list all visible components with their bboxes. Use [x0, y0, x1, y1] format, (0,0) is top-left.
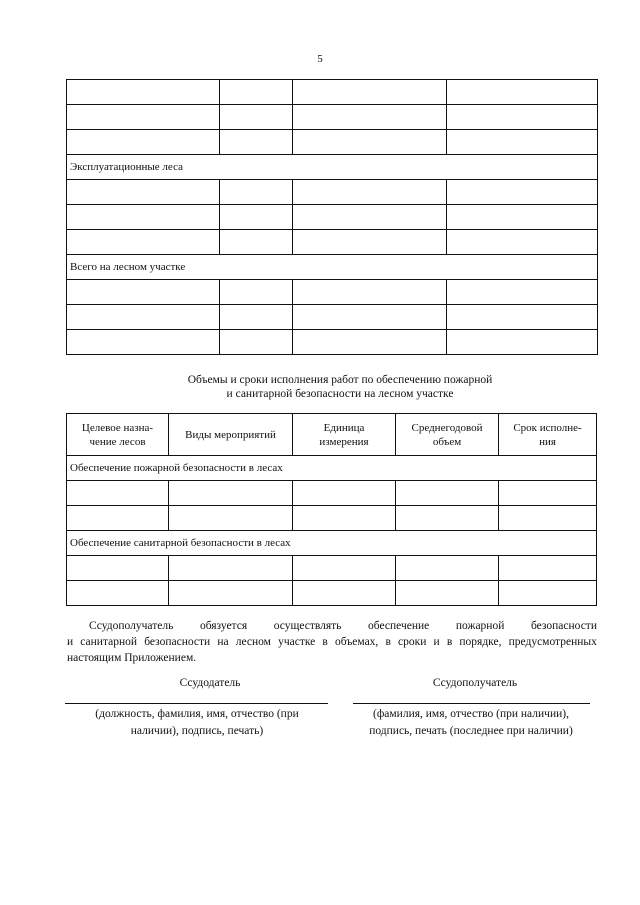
section-sanitary-safety [67, 531, 597, 556]
borrower-title: Ссудополучатель [432, 677, 518, 689]
column-header-line: Целевое назна- [81, 421, 154, 434]
table-row [67, 506, 597, 531]
obligation-word: порядке, [459, 636, 502, 648]
table-cell [293, 305, 447, 330]
table-header-row [67, 414, 597, 456]
table-cell [499, 581, 597, 606]
column-header-line: Среднегодовой [411, 421, 483, 434]
obligation-line3: настоящим Приложением. [67, 652, 197, 664]
table-cell [220, 130, 293, 155]
table-cell [169, 581, 293, 606]
column-header-line: чение лесов [89, 435, 146, 448]
section-total-forest-plot-label: Всего на лесном участке [67, 255, 598, 280]
table-cell [67, 180, 220, 205]
table-cell [396, 506, 499, 531]
column-header-line: Срок исполне- [513, 421, 582, 434]
table-cell [220, 180, 293, 205]
table-cell [293, 180, 447, 205]
column-header-line: Виды мероприятий [185, 428, 276, 441]
obligation-word: санитарной [80, 636, 138, 648]
table-cell [67, 305, 220, 330]
column-header [499, 414, 597, 456]
table-cell [293, 80, 447, 105]
section-sanitary-safety-label: Обеспечение санитарной безопасности в лесах [67, 531, 597, 556]
obligation-word: безопасности [530, 620, 597, 632]
column-header [396, 414, 499, 456]
obligation-word: в [385, 636, 391, 648]
table-cell [293, 481, 396, 506]
column-header-line: Единица [323, 421, 365, 434]
table-row [67, 130, 598, 155]
obligation-line2 [67, 634, 597, 650]
table-cell [499, 481, 597, 506]
table-cell [396, 556, 499, 581]
obligation-word: обеспечение [368, 620, 430, 632]
table-cell [447, 130, 598, 155]
obligation-word: безопасности [144, 636, 211, 648]
table-cell [67, 230, 220, 255]
table-row [67, 180, 598, 205]
borrower-caption-line1: (фамилия, имя, отчество (при наличии), [373, 708, 569, 720]
fire-heading-line2: и санитарной безопасности на лесном участке [226, 388, 454, 400]
table-cell [293, 205, 447, 230]
table-row [67, 556, 597, 581]
obligation-word: и [67, 636, 74, 648]
table-cell [220, 280, 293, 305]
table-cell [447, 205, 598, 230]
lender-caption-line2: наличии), подпись, печать) [130, 725, 264, 737]
column-header-line: ния [539, 435, 556, 448]
table-cell [447, 330, 598, 355]
page-number: 5 [317, 53, 323, 65]
lender-signature-line [65, 703, 328, 704]
fire-heading-line1: Объемы и сроки исполнения работ по обеспечению пожарной [187, 374, 493, 386]
table-cell [396, 581, 499, 606]
section-total-forest-plot [67, 255, 598, 280]
obligation-word: в [322, 636, 328, 648]
column-header [169, 414, 293, 456]
table-row [67, 280, 598, 305]
table-cell [220, 105, 293, 130]
table-cell [447, 230, 598, 255]
obligation-paragraph [67, 618, 597, 666]
section-operational-forests-label: Эксплуатационные леса [67, 155, 598, 180]
table-cell [293, 556, 396, 581]
table-cell [447, 180, 598, 205]
column-header-line: измерения [319, 435, 369, 448]
table-cell [293, 105, 447, 130]
table-cell [293, 581, 396, 606]
obligation-word: осуществлять [273, 620, 342, 632]
table-cell [396, 481, 499, 506]
table-row [67, 581, 597, 606]
obligation-word: Ссудополучатель [89, 620, 174, 632]
table-cell [447, 80, 598, 105]
fire-sanitary-heading [0, 373, 640, 401]
obligation-word: лесном [235, 636, 271, 648]
obligation-word: в [446, 636, 453, 648]
table-cell [220, 305, 293, 330]
forest-use-table [66, 79, 598, 355]
table-cell [67, 105, 220, 130]
fire-sanitary-table [66, 413, 597, 606]
table-cell [220, 230, 293, 255]
obligation-word: участке [278, 636, 316, 648]
table-row [67, 305, 598, 330]
table-row [67, 330, 598, 355]
table-cell [447, 105, 598, 130]
table-cell [220, 330, 293, 355]
table-cell [67, 556, 169, 581]
lender-signature-caption [60, 706, 334, 740]
column-header [293, 414, 396, 456]
table-cell [220, 80, 293, 105]
table-cell [293, 230, 447, 255]
table-row [67, 80, 598, 105]
column-header [67, 414, 169, 456]
column-header-line: объем [432, 435, 462, 448]
table-row [67, 105, 598, 130]
table-cell [293, 330, 447, 355]
obligation-word: сроки [398, 636, 427, 648]
table-cell [293, 280, 447, 305]
table-cell [169, 481, 293, 506]
section-fire-safety [67, 456, 597, 481]
table-cell [67, 80, 220, 105]
borrower-signature-caption [340, 706, 602, 740]
borrower-caption-line2: подпись, печать (последнее при наличии) [369, 725, 573, 737]
obligation-word: предусмотренных [508, 636, 597, 648]
table-cell [169, 556, 293, 581]
table-row [67, 205, 598, 230]
table-cell [67, 581, 169, 606]
table-cell [293, 506, 396, 531]
table-cell [447, 280, 598, 305]
table-cell [67, 130, 220, 155]
table-row [67, 481, 597, 506]
obligation-word: пожарной [455, 620, 505, 632]
obligation-line1 [67, 618, 597, 634]
obligation-word: обязуется [199, 620, 248, 632]
borrower-signature-line [353, 703, 590, 704]
lender-caption-line1: (должность, фамилия, имя, отчество (при [95, 708, 299, 720]
table-row [67, 230, 598, 255]
table-cell [67, 481, 169, 506]
table-cell [67, 280, 220, 305]
section-operational-forests [67, 155, 598, 180]
table-cell [169, 506, 293, 531]
lender-title: Ссудодатель [179, 677, 241, 689]
table-cell [67, 506, 169, 531]
table-cell [67, 330, 220, 355]
obligation-word: и [433, 636, 440, 648]
table-cell [499, 556, 597, 581]
table-cell [293, 130, 447, 155]
section-fire-safety-label: Обеспечение пожарной безопасности в лесах [67, 456, 597, 481]
obligation-word: объемах, [335, 636, 379, 648]
obligation-word: на [217, 636, 229, 648]
table-cell [447, 305, 598, 330]
table-cell [499, 506, 597, 531]
table-cell [220, 205, 293, 230]
table-cell [67, 205, 220, 230]
